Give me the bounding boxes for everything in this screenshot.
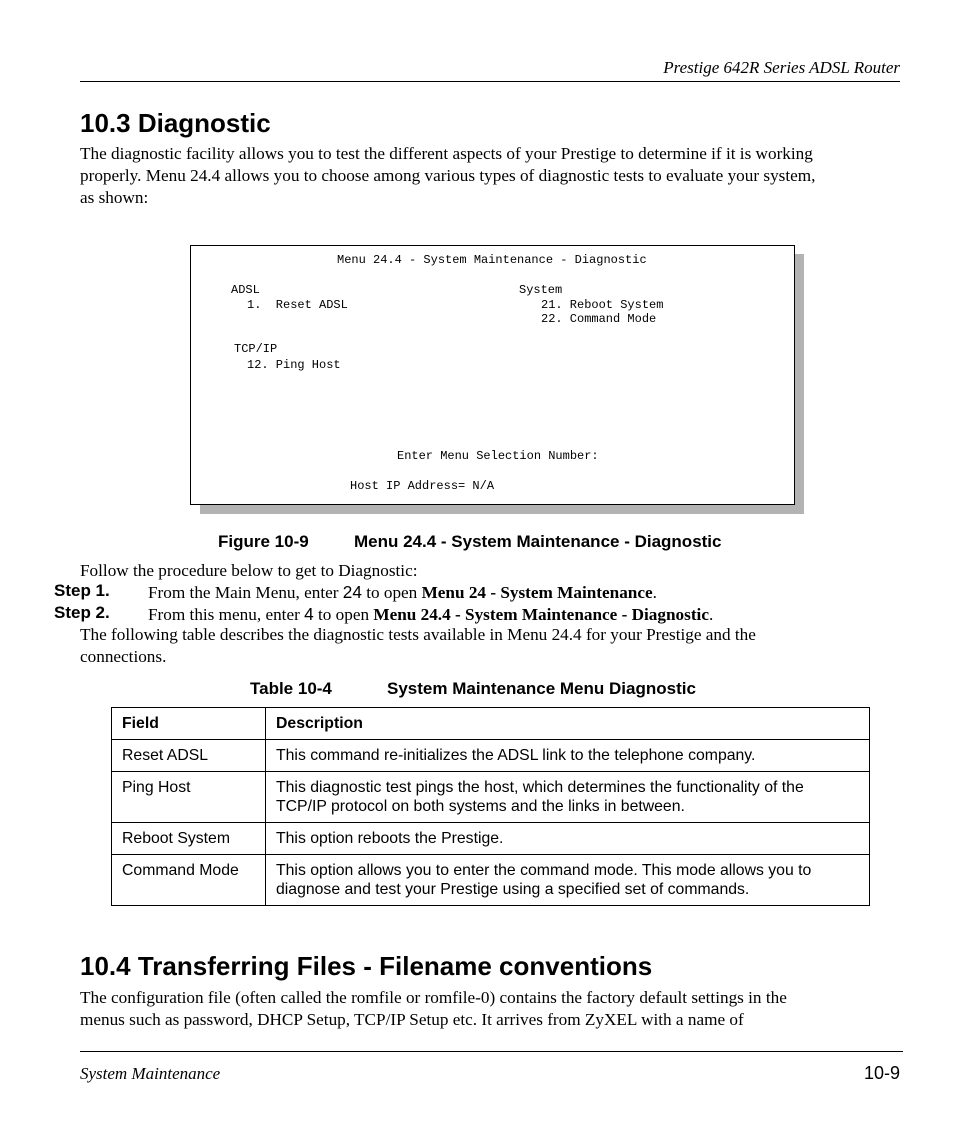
description-cell: This option allows you to enter the command mode. This mode allows you to diagnose and test your Prestige using a specified set of commands.: [266, 855, 870, 906]
terminal-tcpip-header: TCP/IP: [234, 342, 278, 356]
terminal-adsl-header: ADSL: [231, 283, 260, 297]
field-cell: Reboot System: [112, 823, 266, 855]
terminal-host-ip: Host IP Address= N/A: [350, 479, 495, 493]
footer-rule: [80, 1051, 903, 1052]
terminal-screen: [190, 245, 795, 505]
table-caption-title: System Maintenance Menu Diagnostic: [387, 679, 696, 698]
running-header-title: Prestige 642R Series ADSL Router: [663, 58, 900, 77]
procedure-intro: Follow the procedure below to get to Diagnostic:: [80, 561, 418, 580]
terminal-title: Menu 24.4 - System Maintenance - Diagnostic: [337, 253, 647, 267]
intro-line: The configuration file (often called the romfile or romfile-0) contains the factory default settings in the: [80, 988, 787, 1007]
step-value: 4: [304, 604, 314, 624]
figure-caption-label: Figure 10-9: [218, 532, 309, 551]
terminal-menu-item-command-mode: 22. Command Mode: [541, 312, 657, 326]
column-header-field: Field: [112, 708, 266, 740]
outro-line: The following table describes the diagnostic tests available in Menu 24.4 for your Prestige and the: [80, 625, 756, 644]
page-number: 10-9: [863, 1063, 900, 1083]
footer-chapter-title: System Maintenance: [80, 1064, 221, 1083]
step-label: Step 2.: [54, 603, 110, 622]
terminal-menu-item-ping-host: 12. Ping Host: [247, 358, 341, 372]
field-cell: Command Mode: [112, 855, 266, 906]
step-target-menu: Menu 24 - System Maintenance: [421, 583, 653, 602]
table-row: [112, 823, 870, 855]
table-row: [112, 772, 870, 823]
diagnostic-table: [111, 707, 870, 906]
procedure-outro: [80, 624, 910, 668]
column-header-description: Description: [266, 708, 870, 740]
step-text: From this menu, enter 4 to open Menu 24.4 - System Maintenance - Diagnostic.: [148, 604, 714, 624]
figure-caption-title: Menu 24.4 - System Maintenance - Diagnostic: [354, 532, 722, 551]
table-row: [112, 855, 870, 906]
terminal-menu-item-reboot-system: 21. Reboot System: [541, 298, 664, 312]
outro-line: connections.: [80, 647, 167, 666]
description-cell: This command re-initializes the ADSL link to the telephone company.: [266, 740, 870, 772]
intro-line: as shown:: [80, 188, 149, 207]
step-target-menu: Menu 24.4 - System Maintenance - Diagnostic: [373, 605, 709, 624]
intro-line: menus such as password, DHCP Setup, TCP/IP Setup etc. It arrives from ZyXEL with a name of: [80, 1010, 744, 1029]
table-caption-label: Table 10-4: [250, 679, 332, 698]
intro-line: properly. Menu 24.4 allows you to choose among various types of diagnostic tests to evaluate your system,: [80, 166, 816, 185]
section-intro-transferring-files: [80, 987, 910, 1031]
section-intro-diagnostic: [80, 143, 910, 209]
table-header-row: [112, 708, 870, 740]
step-label: Step 1.: [54, 581, 110, 600]
field-cell: Ping Host: [112, 772, 266, 823]
terminal-selection-prompt: Enter Menu Selection Number:: [397, 449, 599, 463]
header-rule: [80, 81, 900, 82]
section-heading-transferring-files: 10.4 Transferring Files - Filename conventions: [80, 951, 653, 981]
description-cell: This option reboots the Prestige.: [266, 823, 870, 855]
intro-line: The diagnostic facility allows you to test the different aspects of your Prestige to determine if it is working: [80, 144, 813, 163]
description-cell: This diagnostic test pings the host, which determines the functionality of the TCP/IP protocol on both systems and the links in between.: [266, 772, 870, 823]
section-heading-diagnostic: 10.3 Diagnostic: [80, 108, 271, 138]
terminal-system-header: System: [519, 283, 563, 297]
table-row: [112, 740, 870, 772]
terminal-menu-item-reset-adsl: 1. Reset ADSL: [247, 298, 348, 312]
field-cell: Reset ADSL: [112, 740, 266, 772]
step-text: From the Main Menu, enter 24 to open Menu 24 - System Maintenance.: [148, 582, 657, 602]
step-value: 24: [342, 582, 362, 602]
